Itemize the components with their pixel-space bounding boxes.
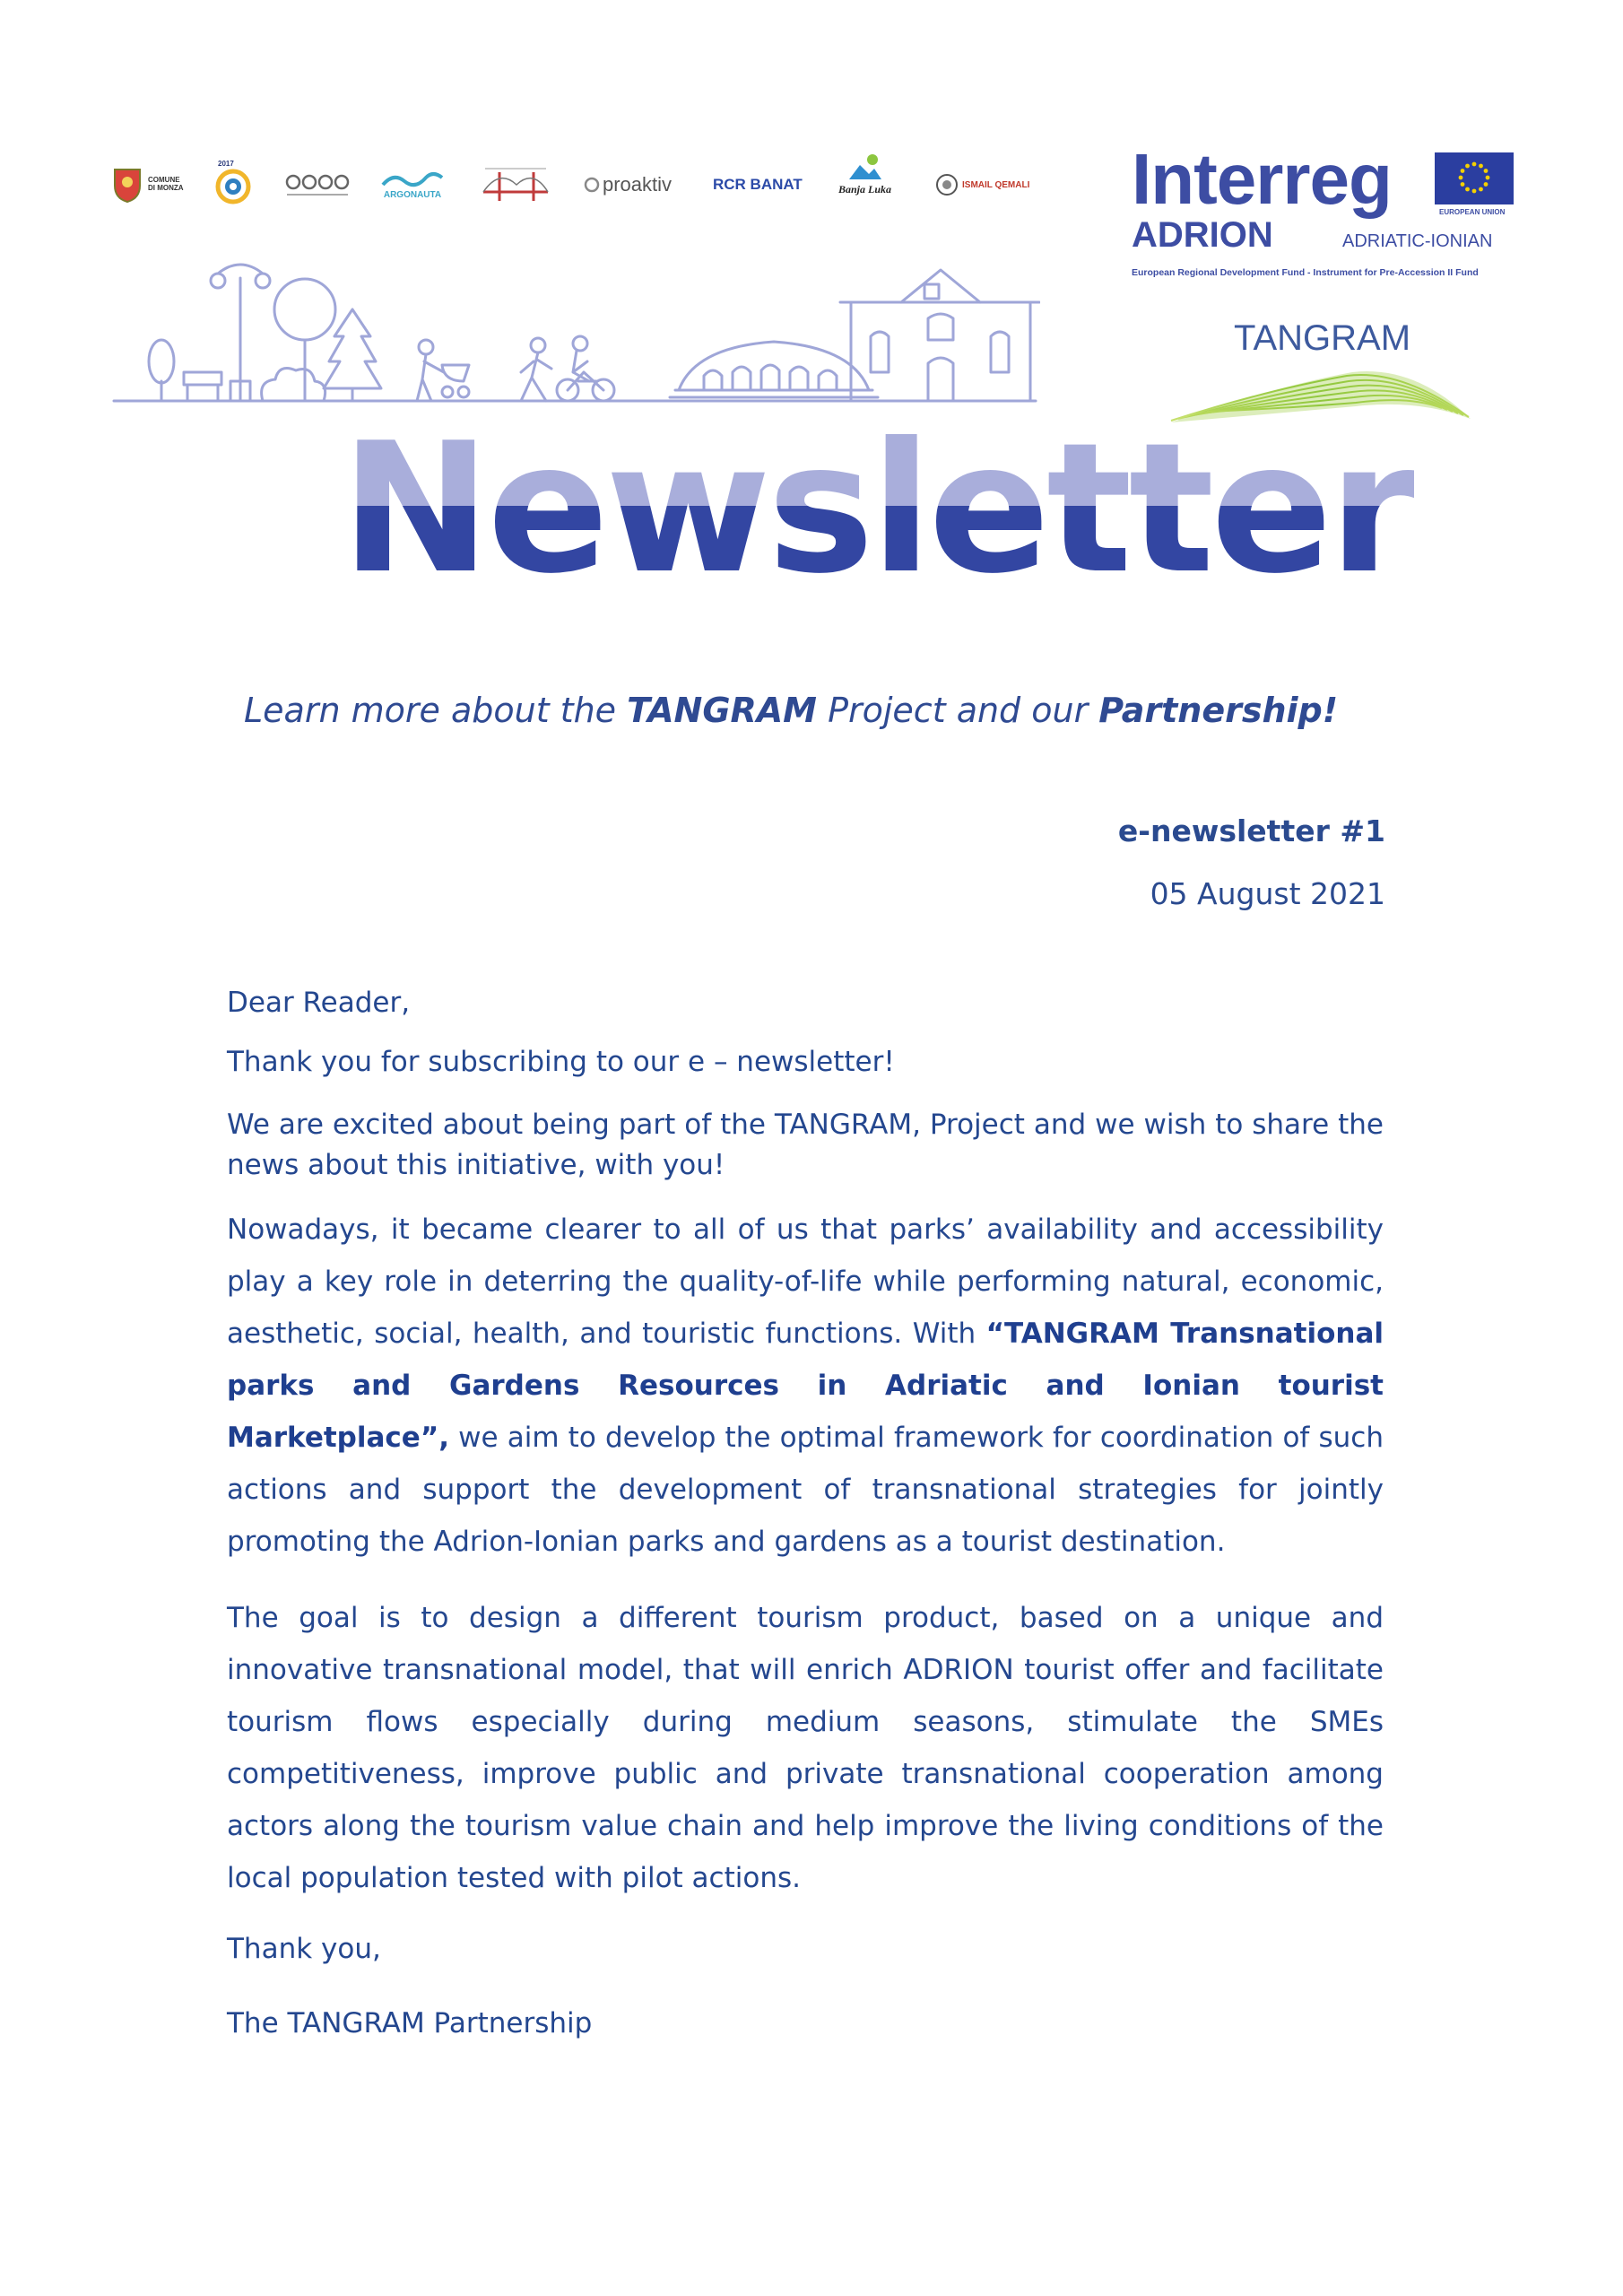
subtitle-part-2: TANGRAM [627,691,817,730]
interreg-title: Interreg [1132,139,1392,219]
letter-closing: Thank you, [227,1933,381,1965]
subtitle-part-1: Learn more about the [244,691,628,730]
adrion-label: ADRION [1132,215,1273,255]
letter-paragraph-3: The goal is to design a different tourism product, based on a unique and innovative transnational model, that will enrich ADRION tourist offer and facilitate tourism flows especially during medium seasons, stimulate the SMEs competitiveness, improve public and private transnational cooperation among actors along the tourism value chain and help improve the living conditions of the local population tested with pilot actions. [227,1602,1384,1894]
subtitle-part-3: Project [817,691,946,730]
letter-greeting: Dear Reader, [227,987,411,1019]
park-illustration [112,247,1040,408]
issue-date: 05 August 2021 [1150,876,1385,911]
partner-logo-ismail-qemali: ISMAIL QEMALI [935,160,1029,210]
eu-flag [1435,152,1514,204]
fund-text: European Regional Development Fund - Instrument for Pre-Accession II Fund [1132,267,1479,278]
adriatic-ionian-label: ADRIATIC-IONIAN [1342,231,1493,251]
letter-thanks: Thank you for subscribing to our e – newsletter! [227,1046,895,1078]
ring-icon [583,176,601,194]
tangram-logo-text: TANGRAM [1234,318,1411,358]
letter-paragraph-1: We are excited about being part of the TANGRAM, Project and we wish to share the news about this initiative, with you! [227,1109,1384,1181]
subtitle-part-4: and our [945,691,1099,730]
subtitle-part-5: Partnership! [1098,691,1339,730]
coat-of-arms-icon [112,166,143,204]
bridge-icon [480,165,551,204]
four-circles-icon [285,171,350,198]
partner-logo-bridge [480,160,551,210]
issue-number: e-newsletter #1 [1117,813,1385,848]
partner-logo-banja-luka: Banja Luka [838,152,891,203]
partner-logo-2017: 2017 [213,160,254,210]
letter-paragraph-2 [227,1204,1384,1568]
letter-signature: The TANGRAM Partnership [227,2007,593,2039]
subtitle [244,691,1338,730]
paragraph-2-end: we aim to develop the optimal framework for coordination of such actions and support the development of transnational strategies for jointly promoting the Adrion-Ionian parks and gardens as a tourist destination. [227,1422,1384,1558]
swirl-emblem-icon [213,164,254,205]
landscape-icon [847,152,883,183]
partner-logo-proaktiv: proaktiv [583,160,672,210]
paragraph-2-start: Nowadays, it became clearer to all of us that parks’ availability and accessibility play a key role in deterring the quality-of-life while performing natural, economic, aesthetic, social, health, and touristic functions. With [227,1213,1384,1350]
eu-label: EUROPEAN UNION [1439,208,1506,216]
university-seal-icon [935,173,959,196]
wave-icon [381,170,444,190]
partner-logo-argonauta: ARGONAUTA [381,160,444,210]
partner-logo-rcr-banat: RCR BANAT [713,176,803,193]
newsletter-title: Newsletter [341,404,1414,613]
project-full-name: “TANGRAM Transnational parks and Gardens Resources in Adriatic and Ionian tourist Marketplace”, [227,1318,1384,1454]
partner-logo-monza: COMUNE DI MONZA [112,160,184,210]
partner-logo-circles [285,160,350,210]
eu-stars-icon [1435,152,1514,204]
